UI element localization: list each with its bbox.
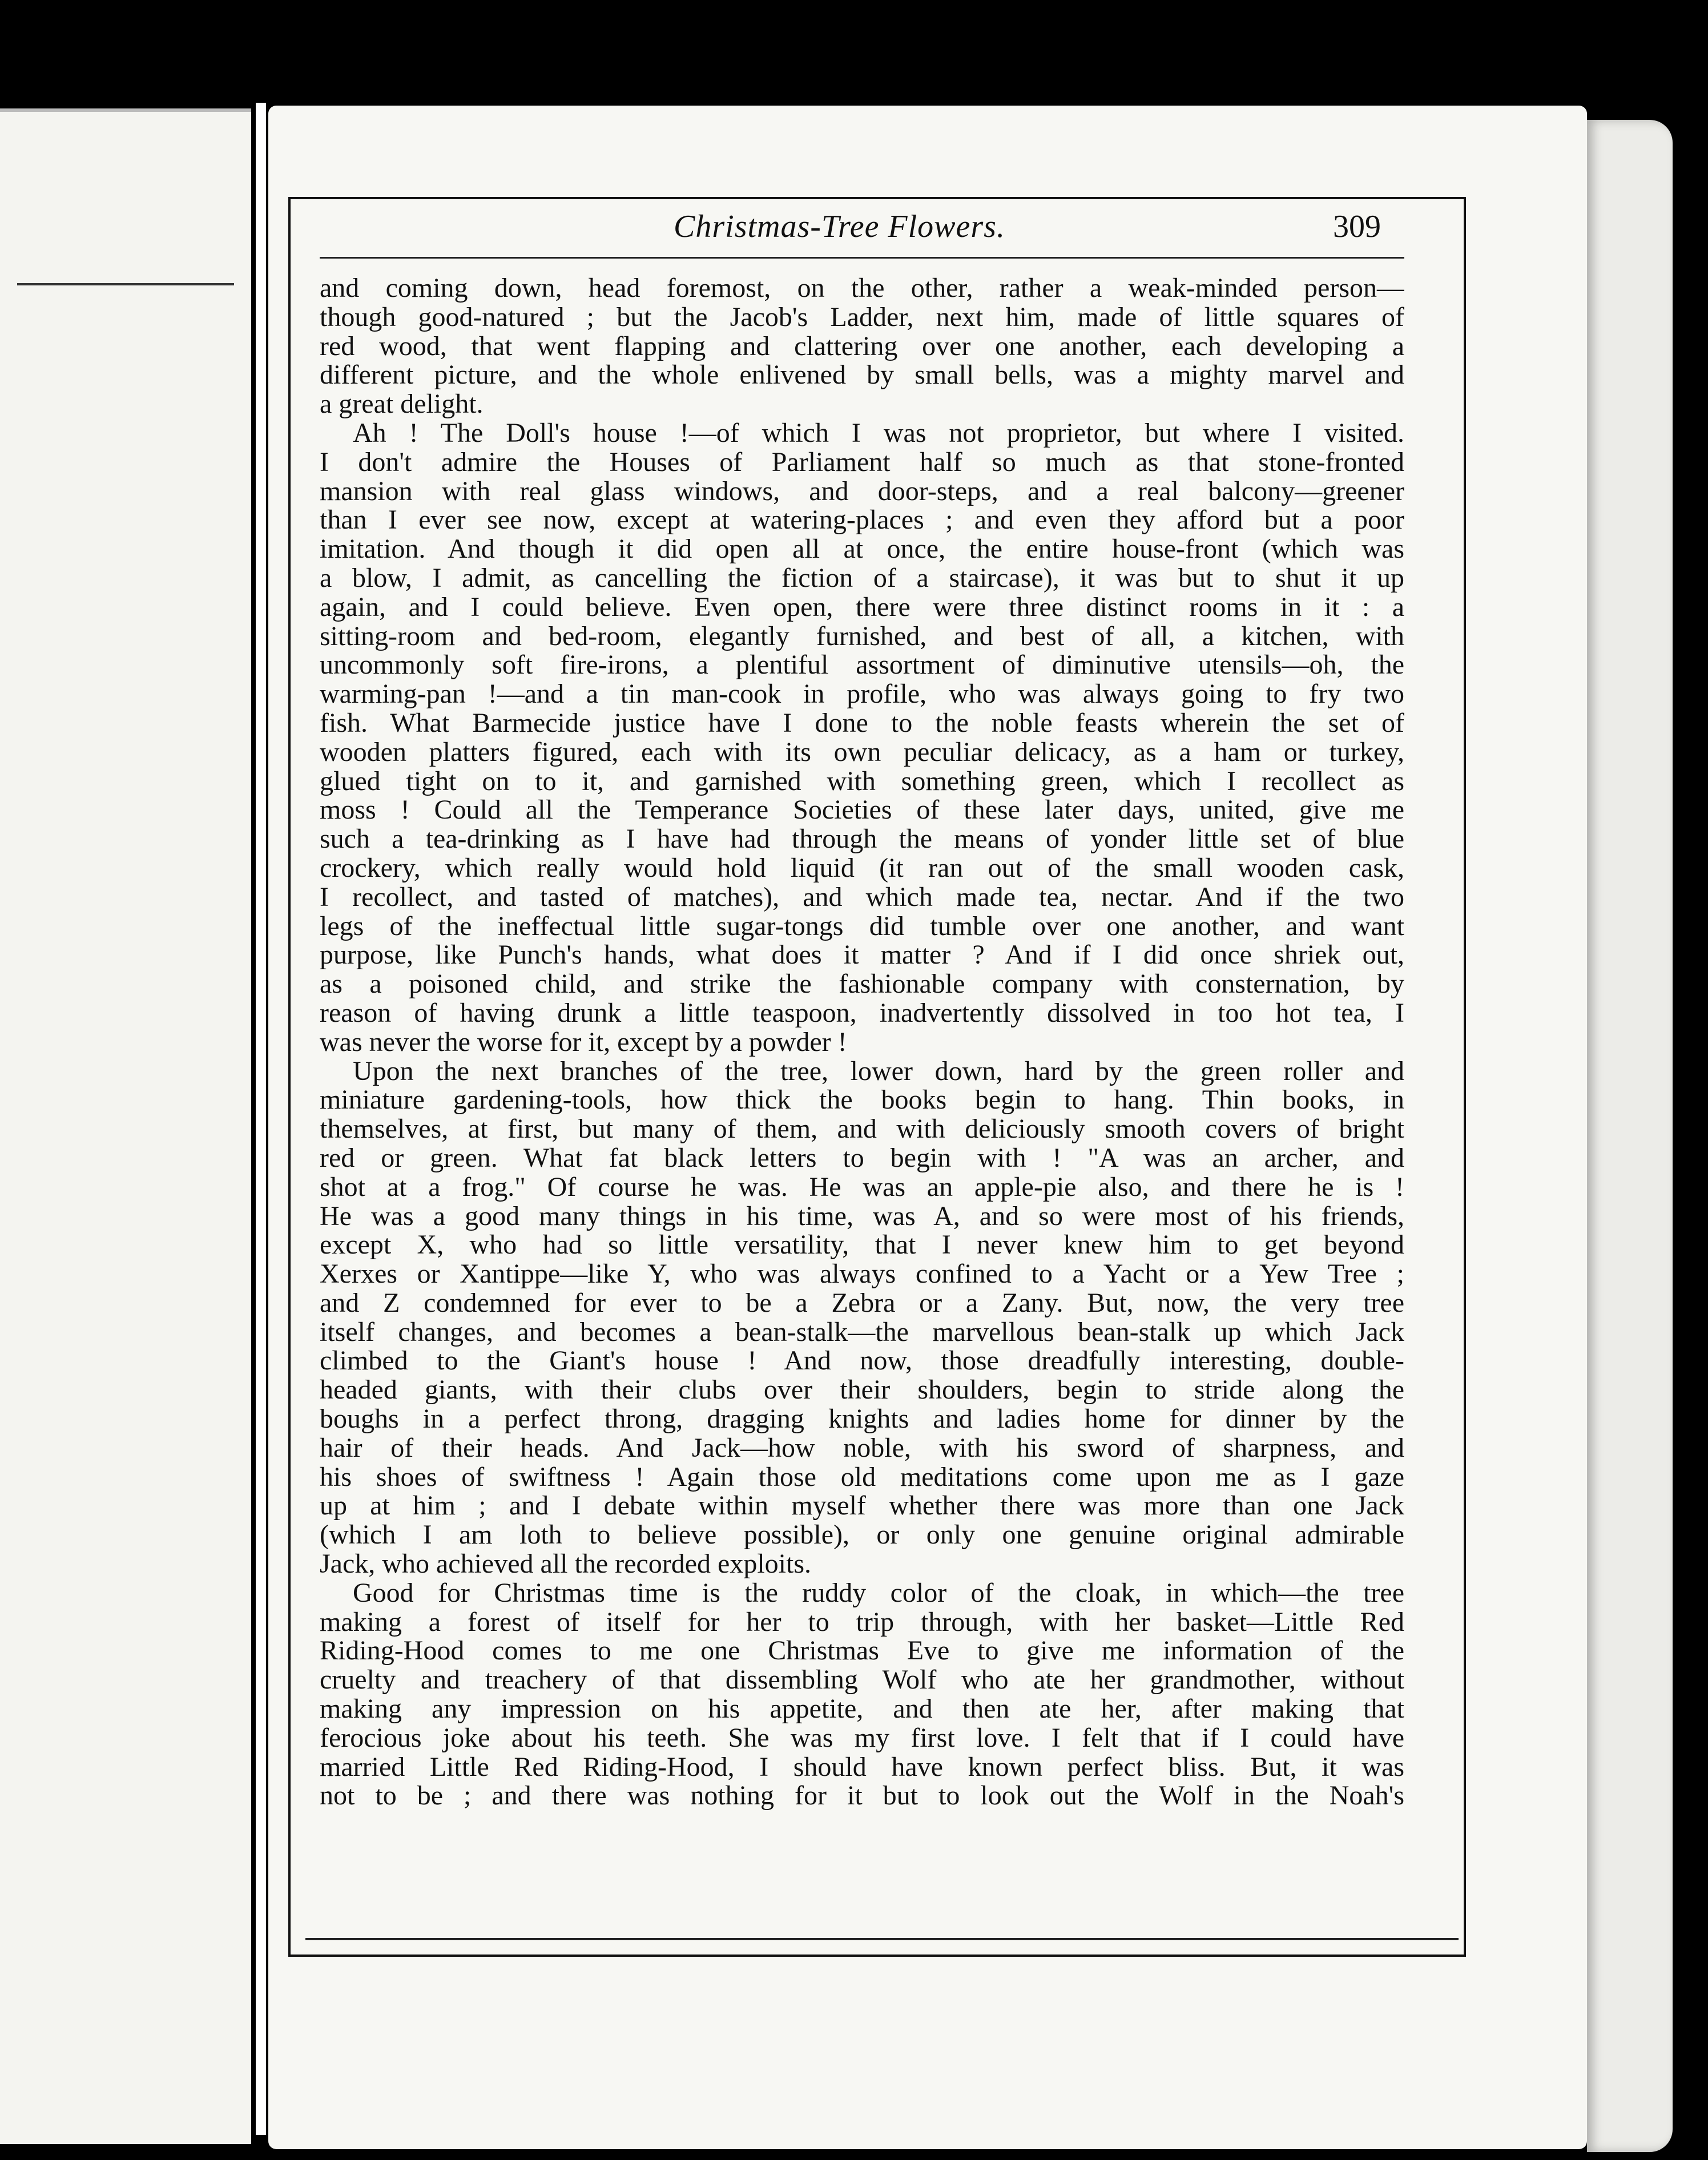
text-line: and coming down, head foremost, on the other, rather a weak-minded person— [320,274,1404,303]
text-line: hair of their heads. And Jack—how noble, with his sword of sharpness, and [320,1433,1404,1463]
text-line: as a poisoned child, and strike the fashionable company with consternation, by [320,970,1404,999]
text-line: red wood, that went flapping and clattering over one another, each developing a [320,332,1404,361]
text-line: mansion with real glass windows, and door-steps, and a real balcony—greener [320,477,1404,506]
page-number: 309 [1333,209,1381,244]
text-line: He was a good many things in his time, was A, and so were most of his friends, [320,1202,1404,1231]
text-line: sitting-room and bed-room, elegantly furnished, and best of all, a kitchen, with [320,622,1404,651]
page-bottom-rule [305,1938,1459,1940]
text-line: climbed to the Giant's house ! And now, those dreadfully interesting, double- [320,1347,1404,1376]
text-line: Xerxes or Xantippe—like Y, who was always confined to a Yacht or a Yew Tree ; [320,1260,1404,1289]
text-line: Riding-Hood comes to me one Christmas Eve to give me information of the [320,1637,1404,1666]
text-line: legs of the ineffectual little sugar-tongs did tumble over one another, and want [320,912,1404,941]
left-facing-page [0,108,251,2144]
text-line: cruelty and treachery of that dissembling Wolf who ate her grandmother, without [320,1666,1404,1695]
book-gutter [256,103,266,2135]
text-line: though good-natured ; but the Jacob's Ladder, next him, made of little squares of [320,303,1404,332]
text-line: Upon the next branches of the tree, lower down, hard by the green roller and [353,1057,1404,1086]
text-line: glued tight on to it, and garnished with something green, which I recollect as [320,767,1404,796]
text-line: I don't admire the Houses of Parliament half so much as that stone-fronted [320,448,1404,477]
left-page-header-rule [17,283,234,285]
text-line: red or green. What fat black letters to begin with ! "A was an archer, and [320,1143,1404,1173]
text-line: moss ! Could all the Temperance Societies of these later days, united, give me [320,796,1404,825]
running-head: Christmas-Tree Flowers. [674,209,1005,244]
text-line: crockery, which really would hold liquid (it ran out of the small wooden cask, [320,853,1404,883]
header-rule [320,257,1404,259]
text-line: a great delight. [320,390,484,419]
text-line: I recollect, and tasted of matches), and which made tea, nectar. And if the two [320,882,1404,912]
text-line: headed giants, with their clubs over their shoulders, begin to stride along the [320,1376,1404,1405]
text-line: Ah ! The Doll's house !—of which I was not proprietor, but where I visited. [353,418,1404,448]
text-line: was never the worse for it, except by a powder ! [320,1027,847,1057]
text-line: making any impression on his appetite, and then ate her, after making that [320,1695,1404,1724]
text-line: his shoes of swiftness ! Again those old meditations come upon me as I gaze [320,1462,1404,1492]
text-line: again, and I could believe. Even open, there were three distinct rooms in it : a [320,593,1404,622]
text-line: Jack, who achieved all the recorded exploits. [320,1550,811,1579]
text-line: uncommonly soft fire-irons, a plentiful assortment of diminutive utensils—oh, the [320,651,1404,680]
text-line: than I ever see now, except at watering-places ; and even they afford but a poor [320,506,1404,535]
text-line: warming-pan !—and a tin man-cook in profile, who was always going to fry two [320,680,1404,709]
text-line: themselves, at first, but many of them, and with deliciously smooth covers of bright [320,1115,1404,1144]
text-line: and Z condemned for ever to be a Zebra or a Zany. But, now, the very tree [320,1288,1404,1318]
text-line: married Little Red Riding-Hood, I should have known perfect bliss. But, it was [320,1752,1404,1782]
text-line: fish. What Barmecide justice have I done to the noble feasts wherein the set of [320,708,1404,738]
text-line: shot at a frog." Of course he was. He was an apple-pie also, and there he is ! [320,1172,1404,1202]
text-line: imitation. And though it did open all at once, the entire house-front (which was [320,535,1404,564]
text-line: boughs in a perfect throng, dragging knights and ladies home for dinner by the [320,1405,1404,1434]
text-line: such a tea-drinking as I have had through the means of yonder little set of blue [320,825,1404,854]
text-line: except X, who had so little versatility, that I never knew him to get beyond [320,1231,1404,1260]
body-text [320,274,1404,1811]
text-line: Good for Christmas time is the ruddy color of the cloak, in which—the tree [353,1578,1404,1608]
text-line: purpose, like Punch's hands, what does it matter ? And if I did once shriek out, [320,941,1404,970]
text-line: different picture, and the whole enlivened by small bells, was a mighty marvel and [320,361,1404,390]
text-line: a blow, I admit, as cancelling the fiction of a staircase), it was but to shut it up [320,563,1404,593]
text-line: (which I am loth to believe possible), or only one genuine original admirable [320,1521,1404,1550]
page-stack-edge [1587,120,1673,2152]
text-line: wooden platters figured, each with its own peculiar delicacy, as a ham or turkey, [320,738,1404,767]
text-line: reason of having drunk a little teaspoon, inadvertently dissolved in too hot tea, I [320,998,1404,1028]
text-line: not to be ; and there was nothing for it but to look out the Wolf in the Noah's [320,1782,1404,1811]
text-line: making a forest of itself for her to trip through, with her basket—Little Red [320,1607,1404,1637]
text-line: up at him ; and I debate within myself whether there was more than one Jack [320,1492,1404,1521]
text-line: miniature gardening-tools, how thick the books begin to hang. Thin books, in [320,1086,1404,1115]
text-line: itself changes, and becomes a bean-stalk—the marvellous bean-stalk up which Jack [320,1317,1404,1347]
text-line: ferocious joke about his teeth. She was my first love. I felt that if I could have [320,1723,1404,1753]
